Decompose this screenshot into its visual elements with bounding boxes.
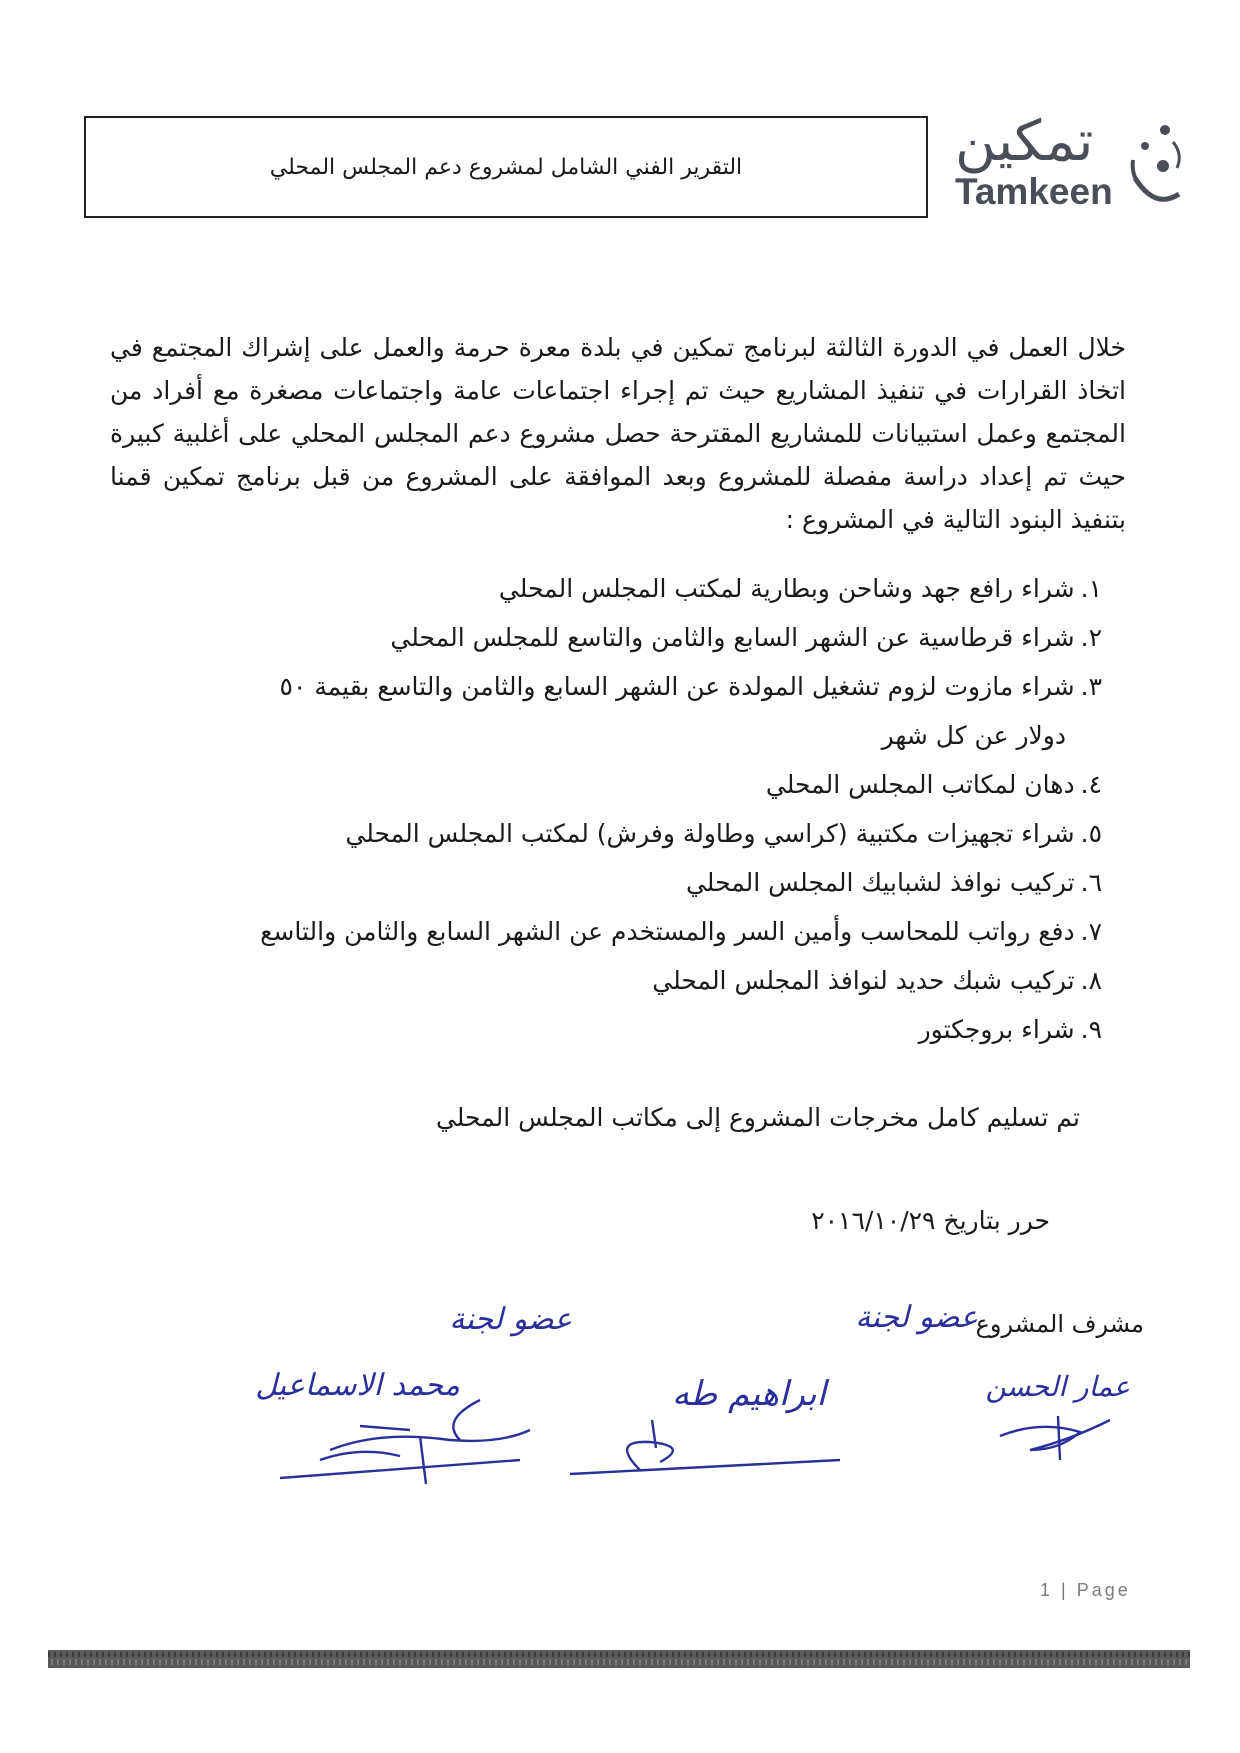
- committee-member-1-name: ابراهيم طه: [671, 1374, 826, 1414]
- list-item: ٢.شراء قرطاسية عن الشهر السابع والثامن والتاسع للمجلس المحلي: [390, 623, 1102, 652]
- committee-member-2-name: محمد الاسماعيل: [255, 1368, 460, 1403]
- logo-english-text: Tamkeen: [955, 171, 1113, 212]
- logo-arabic-text: تمكين: [955, 109, 1094, 174]
- scan-edge-bar: [48, 1650, 1190, 1668]
- committee-member-1-signature-stroke: [570, 1420, 840, 1474]
- list-item: ٦.تركيب نوافذ لشبابيك المجلس المحلي: [685, 868, 1102, 897]
- supervisor-name-signature: عمار الحسن: [985, 1370, 1130, 1403]
- issue-date: حرر بتاريخ ٢٠١٦/١٠/٢٩: [811, 1206, 1050, 1235]
- list-item: ٣.شراء مازوت لزوم تشغيل المولدة عن الشهر السابع والثامن والتاسع بقيمة ٥٠ دولار عن كل شهر: [279, 672, 1102, 750]
- list-item: ٩.شراء بروجكتور: [918, 1015, 1102, 1044]
- list-item: ٧.دفع رواتب للمحاسب وأمين السر والمستخدم عن الشهر السابع والثامن والتاسع: [260, 917, 1102, 946]
- list-item: ١.شراء رافع جهد وشاحن وبطارية لمكتب المجلس المحلي: [498, 574, 1102, 603]
- delivery-statement: تم تسليم كامل مخرجات المشروع إلى مكاتب المجلس المحلي: [435, 1103, 1080, 1132]
- committee-member-2-title: عضو لجنة: [449, 1302, 572, 1337]
- project-supervisor-title: مشرف المشروع: [975, 1310, 1144, 1338]
- committee-member-1-title: عضو لجنة: [855, 1300, 978, 1335]
- list-item: ٤.دهان لمكاتب المجلس المحلي: [765, 770, 1102, 799]
- supervisor-signature-stroke: [1000, 1416, 1110, 1460]
- list-item: ٥.شراء تجهيزات مكتبية (كراسي وطاولة وفرش) لمكتب المجلس المحلي: [345, 819, 1102, 848]
- committee-member-2-signature-stroke: [280, 1400, 530, 1484]
- list-item: ٨.تركيب شبك حديد لنوافذ المجلس المحلي: [652, 966, 1102, 995]
- intro-paragraph: خلال العمل في الدورة الثالثة لبرنامج تمكين في بلدة معرة حرمة والعمل على إشراك المجتمع في اتخاذ القرارات في تنفيذ المشاريع حيث تم إجراء اجتماعات عامة واجتماعات مصغرة مع أفراد من المجتمع وعمل استبيانات للمشاريع المقترحة حصل مشروع دعم المجلس المحلي على أغلبية كبيرة حيث تم إعداد دراسة مفصلة للمشروع وبعد الموافقة على المشروع من قبل برنامج تمكين قمنا بتنفيذ البنود التالية في المشروع :: [110, 333, 1126, 534]
- page-number: 1 | Page: [1040, 1580, 1131, 1600]
- report-title: التقرير الفني الشامل لمشروع دعم المجلس المحلي: [269, 154, 743, 180]
